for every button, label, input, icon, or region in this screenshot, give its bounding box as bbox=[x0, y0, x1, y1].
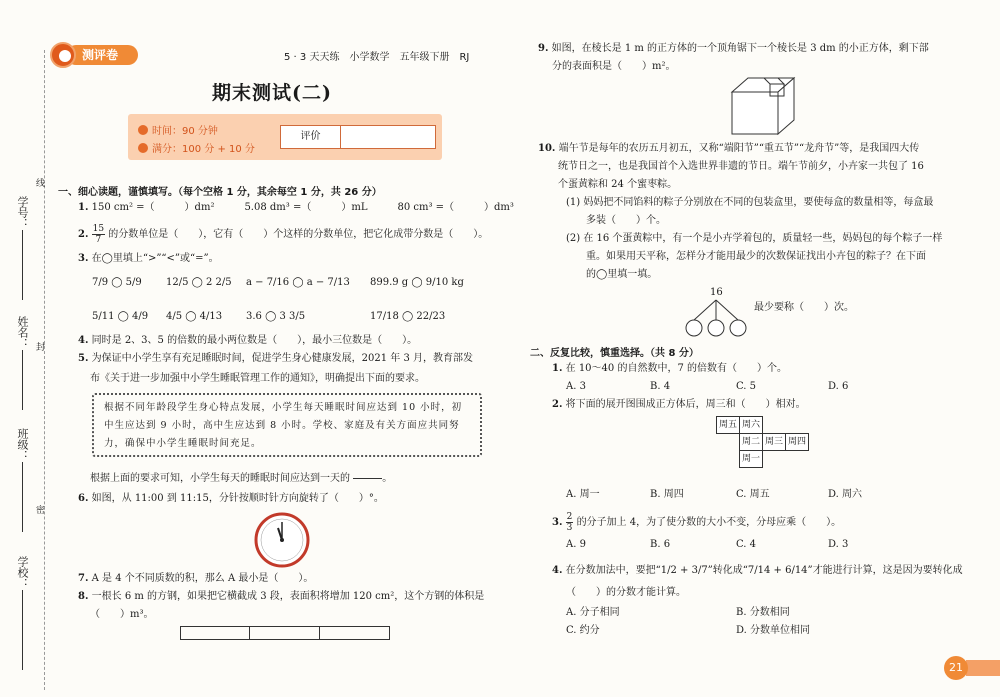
q10: 10. 端午节是每年的农历五月初五，又称“端阳节”“重五节”“龙舟节”等，是我国四大传 bbox=[538, 143, 920, 154]
net-cell: 周四 bbox=[785, 433, 809, 451]
q5-question: 根据上面的要求可知，小学生每天的睡眠时间应达到一天的 。 bbox=[90, 468, 392, 489]
q5: 5. 为保证中小学生享有充足睡眠时间，促进学生身心健康发展，2021 年 3 月，教育部发 bbox=[78, 353, 473, 364]
page-tab bbox=[966, 660, 1000, 676]
class-line bbox=[22, 462, 23, 532]
steel-bar-figure bbox=[180, 626, 390, 640]
section-2-title: 二、反复比较，慎重选择。（共 8 分） bbox=[530, 348, 699, 359]
tree-circle bbox=[686, 320, 702, 336]
tree-answer: 最少要称（ ）次。 bbox=[754, 302, 854, 313]
q10-line-3: 个蛋黄粽和 24 个蜜枣粽。 bbox=[558, 179, 678, 190]
series-label: 5 · 3 天天练 小学数学 五年级下册 RJ bbox=[284, 52, 470, 63]
page-title: 期末测试(二) bbox=[212, 82, 332, 104]
student-no-line bbox=[22, 230, 23, 300]
q3-item[interactable]: 4/5 ◯ 4/13 bbox=[166, 311, 223, 322]
net-cell: 周二 bbox=[739, 433, 763, 451]
q10-part-2: (2) 在 16 个蛋黄粽中，有一个是小卉学着包的，质量轻一些，妈妈包的每个粽子一样 bbox=[566, 233, 943, 244]
eval-blank[interactable] bbox=[341, 126, 435, 148]
clock-figure bbox=[254, 512, 310, 568]
badge-label: 测评卷 bbox=[66, 45, 138, 65]
c1-option[interactable]: C. 5 bbox=[736, 381, 757, 392]
c4-option[interactable]: A. 分子相同 bbox=[566, 607, 620, 618]
c3-option[interactable]: D. 3 bbox=[828, 539, 849, 550]
c4-option[interactable]: D. 分数单位相同 bbox=[736, 625, 811, 636]
school-line bbox=[22, 590, 23, 670]
net-cell: 周五 bbox=[716, 416, 740, 434]
q10-line-2: 统节日之一，也是我国首个入选世界非遗的节日。端午节前夕，小卉家一共包了 16 bbox=[558, 161, 924, 172]
sleep-requirement-quote: 根据不同年龄段学生身心特点发展，小学生每天睡眠时间应达到 10 小时，初中生应达到 9 小时，高中生应达到 8 小时。学校、家庭及有关方面应共同努力，确保中小学生睡眠时间充足。 bbox=[92, 393, 482, 457]
net-cell: 周六 bbox=[739, 416, 763, 434]
student-no-label: 学号： bbox=[16, 196, 29, 229]
q3-item[interactable]: a − 7/16 ◯ a − 7/13 bbox=[246, 277, 350, 288]
c3-option[interactable]: C. 4 bbox=[736, 539, 757, 550]
c2: 2. 将下面的展开图围成正方体后，周三和（ ）相对。 bbox=[552, 399, 806, 410]
c2-option[interactable]: B. 周四 bbox=[650, 489, 684, 500]
q3-item[interactable]: 7/9 ◯ 5/9 bbox=[92, 277, 142, 288]
seal-mark-1: 线 bbox=[36, 179, 46, 189]
mascot-icon bbox=[50, 42, 76, 68]
q6: 6. 如图，从 11:00 到 11:15，分针按顺时针方向旋转了（ ）°。 bbox=[78, 493, 384, 504]
c3-option[interactable]: B. 6 bbox=[650, 539, 671, 550]
c2-option[interactable]: A. 周一 bbox=[566, 489, 600, 500]
eval-label: 评价 bbox=[281, 126, 341, 148]
school-label: 学校： bbox=[16, 556, 29, 589]
q10-part-2-line-3: 的◯里填一填。 bbox=[586, 269, 658, 280]
q3: 3. 在◯里填上“>”“<”或“=”。 bbox=[78, 253, 219, 264]
q2: 2. $\frac{15}{7}$ 的分数单位是（ ），它有（ ）个这样的分数单位，把它化成带分数是（ ）。 bbox=[78, 224, 489, 245]
c3-option[interactable]: A. 9 bbox=[566, 539, 586, 550]
c1-option[interactable]: A. 3 bbox=[566, 381, 586, 392]
score-info: 满分：100 分 + 10 分 bbox=[138, 140, 255, 155]
evaluation-table bbox=[280, 125, 436, 149]
q10-part-2-line-2: 重。如果用天平称，怎样分才能用最少的次数保证找出小卉包的粽子？在下面 bbox=[586, 251, 926, 262]
q10-part-1-line-2: 多装（ ）个。 bbox=[586, 215, 666, 226]
q2-fraction: $\frac{15}{7}$ bbox=[92, 224, 105, 245]
page-number: 21 bbox=[944, 656, 968, 680]
q3-item[interactable]: 12/5 ◯ 2 2/5 bbox=[166, 277, 232, 288]
c4-option[interactable]: B. 分数相同 bbox=[736, 607, 790, 618]
check-icon bbox=[138, 143, 148, 153]
test-badge bbox=[50, 42, 140, 68]
c2-option[interactable]: D. 周六 bbox=[828, 489, 863, 500]
cube-figure bbox=[728, 74, 798, 138]
q1: 1. 150 cm² =（ ）dm² 5.08 dm³ =（ ）mL 80 cm³ =（ ）dm³ bbox=[78, 202, 514, 213]
c2-option[interactable]: C. 周五 bbox=[736, 489, 770, 500]
clock-icon bbox=[138, 125, 148, 135]
seal-mark-2: 封 bbox=[36, 343, 46, 353]
c1-option[interactable]: B. 4 bbox=[650, 381, 671, 392]
q9-line-2: 分的表面积是（ ）m²。 bbox=[552, 61, 676, 72]
q3-item[interactable]: 5/11 ◯ 4/9 bbox=[92, 311, 149, 322]
q8-line-2: （ ）m³。 bbox=[90, 609, 154, 620]
tree-circle bbox=[708, 320, 724, 336]
q3-item[interactable]: 17/18 ◯ 22/23 bbox=[370, 311, 446, 322]
q3-item[interactable]: 3.6 ◯ 3 3/5 bbox=[246, 311, 306, 322]
q5-line-2: 布《关于进一步加强中小学生睡眠管理工作的通知》，明确提出下面的要求。 bbox=[90, 373, 425, 384]
net-cell: 周三 bbox=[762, 433, 786, 451]
c4: 4. 在分数加法中，要把“1/2 + 3/7”转化成“7/14 + 6/14”才能进行计算，这是因为要转化成 bbox=[552, 565, 963, 576]
tree-top-number: 16 bbox=[710, 287, 723, 298]
binding-dash-line bbox=[44, 50, 45, 690]
c1-option[interactable]: D. 6 bbox=[828, 381, 849, 392]
info-box bbox=[128, 114, 442, 160]
name-label: 姓名： bbox=[16, 316, 29, 349]
c3: 3. $\frac{2}{3}$ 的分子加上 4，为了使分数的大小不变，分母应乘（ ）。 bbox=[552, 512, 842, 533]
c3-fraction: $\frac{2}{3}$ bbox=[566, 512, 573, 533]
q7: 7. A 是 4 个不同质数的积，那么 A 最小是（ ）。 bbox=[78, 573, 314, 584]
c4-line-2: （ ）的分数才能计算。 bbox=[566, 587, 686, 598]
q8: 8. 一根长 6 m 的方钢，如果把它横截成 3 段，表面积将增加 120 cm²，这个方钢的体积是 bbox=[78, 591, 485, 602]
q5-answer-fraction[interactable] bbox=[353, 468, 382, 489]
tree-circle bbox=[730, 320, 746, 336]
name-line bbox=[22, 350, 23, 410]
c1: 1. 在 10～40 的自然数中，7 的倍数有（ ）个。 bbox=[552, 363, 787, 374]
section-1-title: 一、细心读题，谨慎填写。（每个空格 1 分，其余每空 1 分，共 26 分） bbox=[58, 187, 382, 198]
q9: 9. 如图，在棱长是 1 m 的正方体的一个顶角锯下一个棱长是 3 dm 的小正方体，剩下部 bbox=[538, 43, 929, 54]
seal-mark-3: 密 bbox=[36, 506, 46, 516]
q10-part-1: (1) 妈妈把不同馅料的粽子分别放在不同的包装盒里，要使每盒的数量相等，每盒最 bbox=[566, 197, 934, 208]
c4-option[interactable]: C. 约分 bbox=[566, 625, 600, 636]
class-label: 班级： bbox=[16, 428, 29, 461]
q4: 4. 同时是 2、3、5 的倍数的最小两位数是（ ），最小三位数是（ ）。 bbox=[78, 335, 418, 346]
q3-item[interactable]: 899.9 g ◯ 9/10 kg bbox=[370, 277, 464, 288]
time-info: 时间：90 分钟 bbox=[138, 122, 218, 137]
net-cell: 周一 bbox=[739, 450, 763, 468]
